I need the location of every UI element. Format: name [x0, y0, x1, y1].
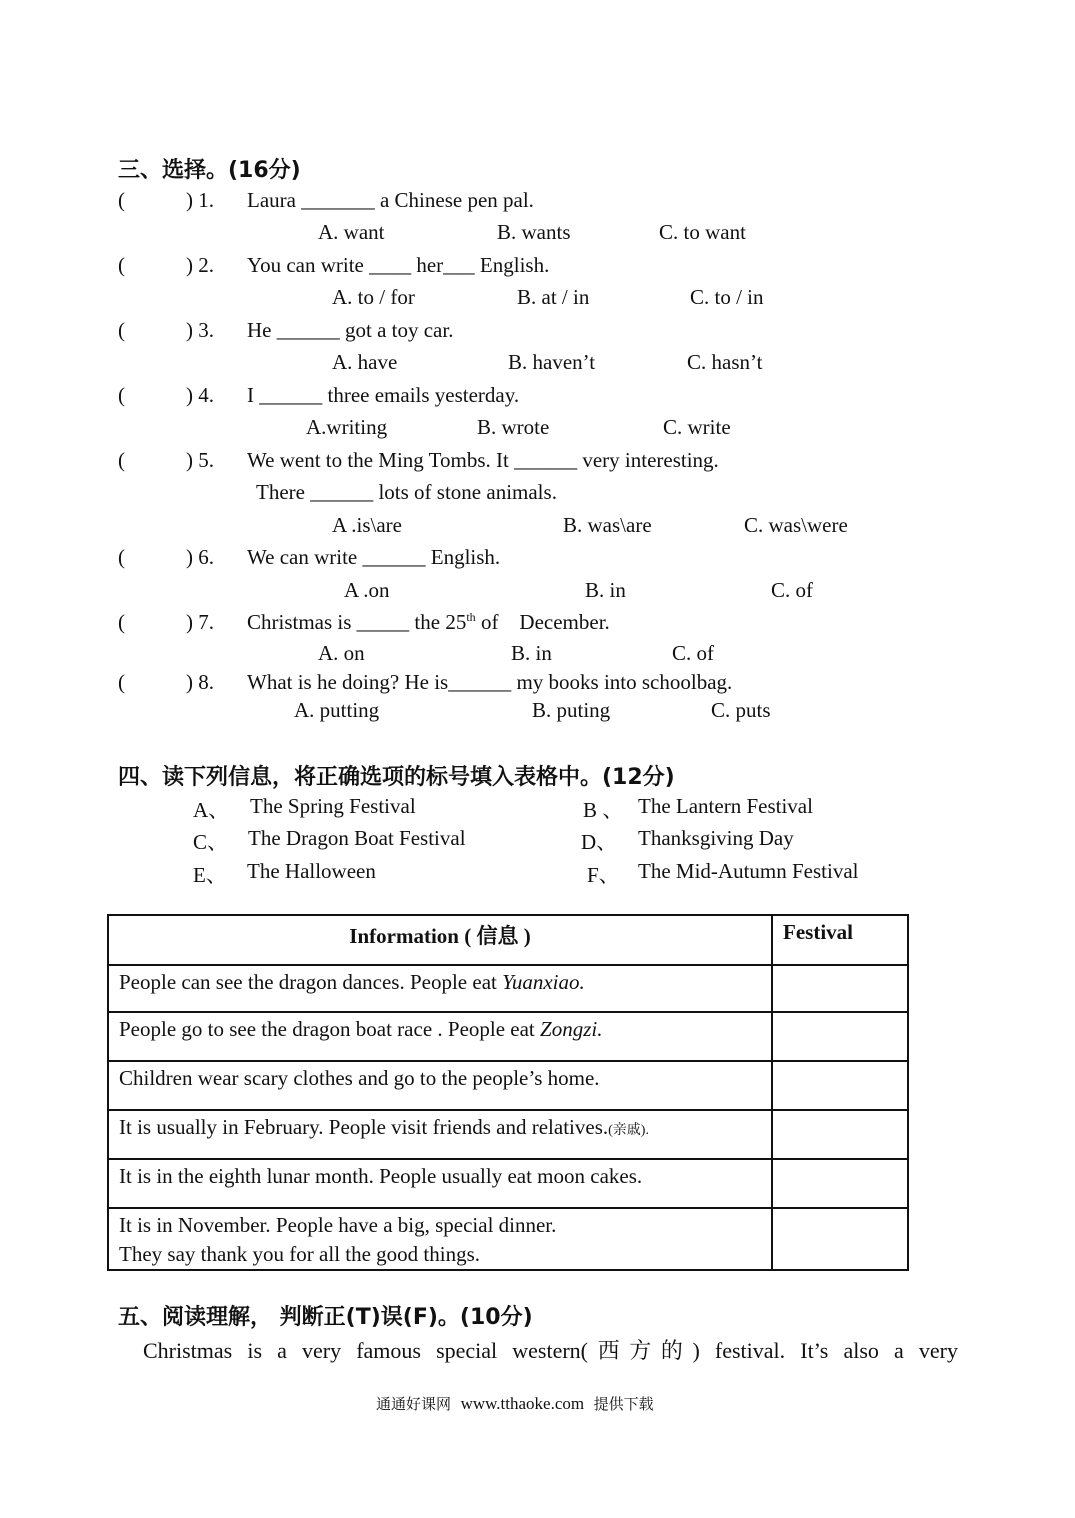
question-text: We went to the Ming Tombs. It ______ very interesting. [247, 448, 719, 472]
question-text-line2: There ______ lots of stone animals. [256, 480, 557, 504]
question-text: We can write ______ English. [247, 545, 501, 569]
choice-label: A、 [193, 798, 230, 822]
question-text: I ______ three emails yesterday. [247, 383, 520, 407]
option-c: C. to want [659, 220, 746, 244]
festival-answer-cell[interactable] [772, 1012, 908, 1061]
option-a: A. have [332, 350, 398, 374]
info-cell [108, 1208, 772, 1270]
option-b: B. was\are [563, 513, 652, 537]
info-cell [108, 965, 772, 1012]
info-text: It is in November. People have a big, special dinner. [119, 1213, 557, 1237]
question-number: ) 6. [186, 545, 214, 569]
section5-heading: 五、阅读理解， 判断正(T)误(F)。(10分) [118, 1305, 533, 1330]
choice-text: The Dragon Boat Festival [248, 826, 466, 850]
option-a: A. putting [294, 698, 380, 722]
option-a: A.writing [306, 415, 388, 439]
answer-paren: ( [118, 545, 125, 569]
answer-paren: ( [118, 448, 125, 472]
footer-site-name: 通通好课网 [376, 1395, 452, 1413]
option-a: A. on [318, 641, 365, 665]
festival-table [107, 914, 909, 1271]
table-row [108, 1110, 908, 1159]
section4-heading: 四、读下列信息，将正确选项的标号填入表格中。(12分) [118, 765, 675, 790]
option-b: B. puting [532, 698, 611, 722]
question-text [247, 610, 610, 635]
option-c: C. to / in [690, 285, 764, 309]
info-text: People can see the dragon dances. People eat [119, 970, 503, 994]
answer-paren: ( [118, 610, 125, 634]
ordinal-superscript: th [466, 610, 476, 624]
table-row [108, 1159, 908, 1208]
festival-answer-cell[interactable] [772, 1110, 908, 1159]
footer-url[interactable]: www.tthaoke.com [460, 1394, 585, 1413]
table-header-information: Information ( 信息 ) [108, 915, 772, 965]
question-number: ) 5. [186, 448, 214, 472]
choice-text: The Mid-Autumn Festival [638, 859, 859, 883]
answer-paren: ( [118, 188, 125, 212]
option-a: A .on [344, 578, 390, 602]
festival-answer-cell[interactable] [772, 965, 908, 1012]
option-a: A .is\are [332, 513, 402, 537]
info-text-italic: Zongzi. [540, 1017, 603, 1041]
question-number: ) 7. [186, 610, 214, 634]
info-cell [108, 1110, 772, 1159]
festival-answer-cell[interactable] [772, 1061, 908, 1110]
table-row [108, 1061, 908, 1110]
option-c: C. puts [711, 698, 771, 722]
footer [376, 1393, 654, 1414]
answer-paren: ( [118, 670, 125, 694]
info-cell [108, 1159, 772, 1208]
answer-paren: ( [118, 253, 125, 277]
info-cell [108, 1061, 772, 1110]
info-cell [108, 1012, 772, 1061]
festival-answer-cell[interactable] [772, 1159, 908, 1208]
question-text: He ______ got a toy car. [247, 318, 454, 342]
choice-label: E、 [193, 863, 227, 887]
question-number: ) 4. [186, 383, 214, 407]
option-a: A. want [318, 220, 385, 244]
choice-label: C、 [193, 830, 229, 854]
reading-paragraph: Christmas is a very famous special western(西方的) festival. It’s also a very [143, 1338, 958, 1363]
info-text-line2: They say thank you for all the good things. [119, 1242, 481, 1266]
option-b: B. wants [497, 220, 571, 244]
option-b: B. at / in [517, 285, 590, 309]
choice-text: The Lantern Festival [638, 794, 813, 818]
option-b: B. haven’t [508, 350, 596, 374]
option-c: C. of [672, 641, 714, 665]
question-text-part: of December. [475, 610, 610, 634]
question-text: You can write ____ her___ English. [247, 253, 550, 277]
option-c: C. of [771, 578, 813, 602]
table-row [108, 1012, 908, 1061]
question-number: ) 3. [186, 318, 214, 342]
option-b: B. wrote [477, 415, 550, 439]
question-text-part: Christmas is _____ the 25 [247, 610, 467, 634]
answer-paren: ( [118, 383, 125, 407]
choice-label: F、 [587, 863, 620, 887]
choice-text: Thanksgiving Day [638, 826, 794, 850]
info-text: It is in the eighth lunar month. People usually eat moon cakes. [119, 1164, 643, 1188]
option-b: B. in [585, 578, 626, 602]
option-c: C. write [663, 415, 731, 439]
table-row [108, 1208, 908, 1270]
choice-label: B 、 [583, 798, 624, 822]
info-text-italic: Yuanxiao. [502, 970, 585, 994]
question-text: What is he doing? He is______ my books into schoolbag. [247, 670, 733, 694]
question-number: ) 1. [186, 188, 214, 212]
option-c: C. hasn’t [687, 350, 763, 374]
choice-label: D、 [581, 830, 618, 854]
info-text: Children wear scary clothes and go to the people’s home. [119, 1066, 600, 1090]
question-number: ) 2. [186, 253, 214, 277]
question-text: Laura _______ a Chinese pen pal. [247, 188, 534, 212]
footer-note: 提供下载 [593, 1395, 654, 1413]
table-row [108, 965, 908, 1012]
section3-heading: 三、选择。(16分) [118, 158, 301, 183]
info-text: People go to see the dragon boat race . People eat [119, 1017, 541, 1041]
choice-text: The Halloween [247, 859, 376, 883]
answer-paren: ( [118, 318, 125, 342]
festival-answer-cell[interactable] [772, 1208, 908, 1270]
choice-text: The Spring Festival [250, 794, 416, 818]
info-text: It is usually in February. People visit friends and relatives. [119, 1115, 609, 1139]
table-header-festival: Festival [772, 915, 908, 965]
option-c: C. was\were [744, 513, 848, 537]
option-b: B. in [511, 641, 552, 665]
info-text-note: (亲戚). [608, 1123, 649, 1138]
question-number: ) 8. [186, 670, 214, 694]
option-a: A. to / for [332, 285, 415, 309]
